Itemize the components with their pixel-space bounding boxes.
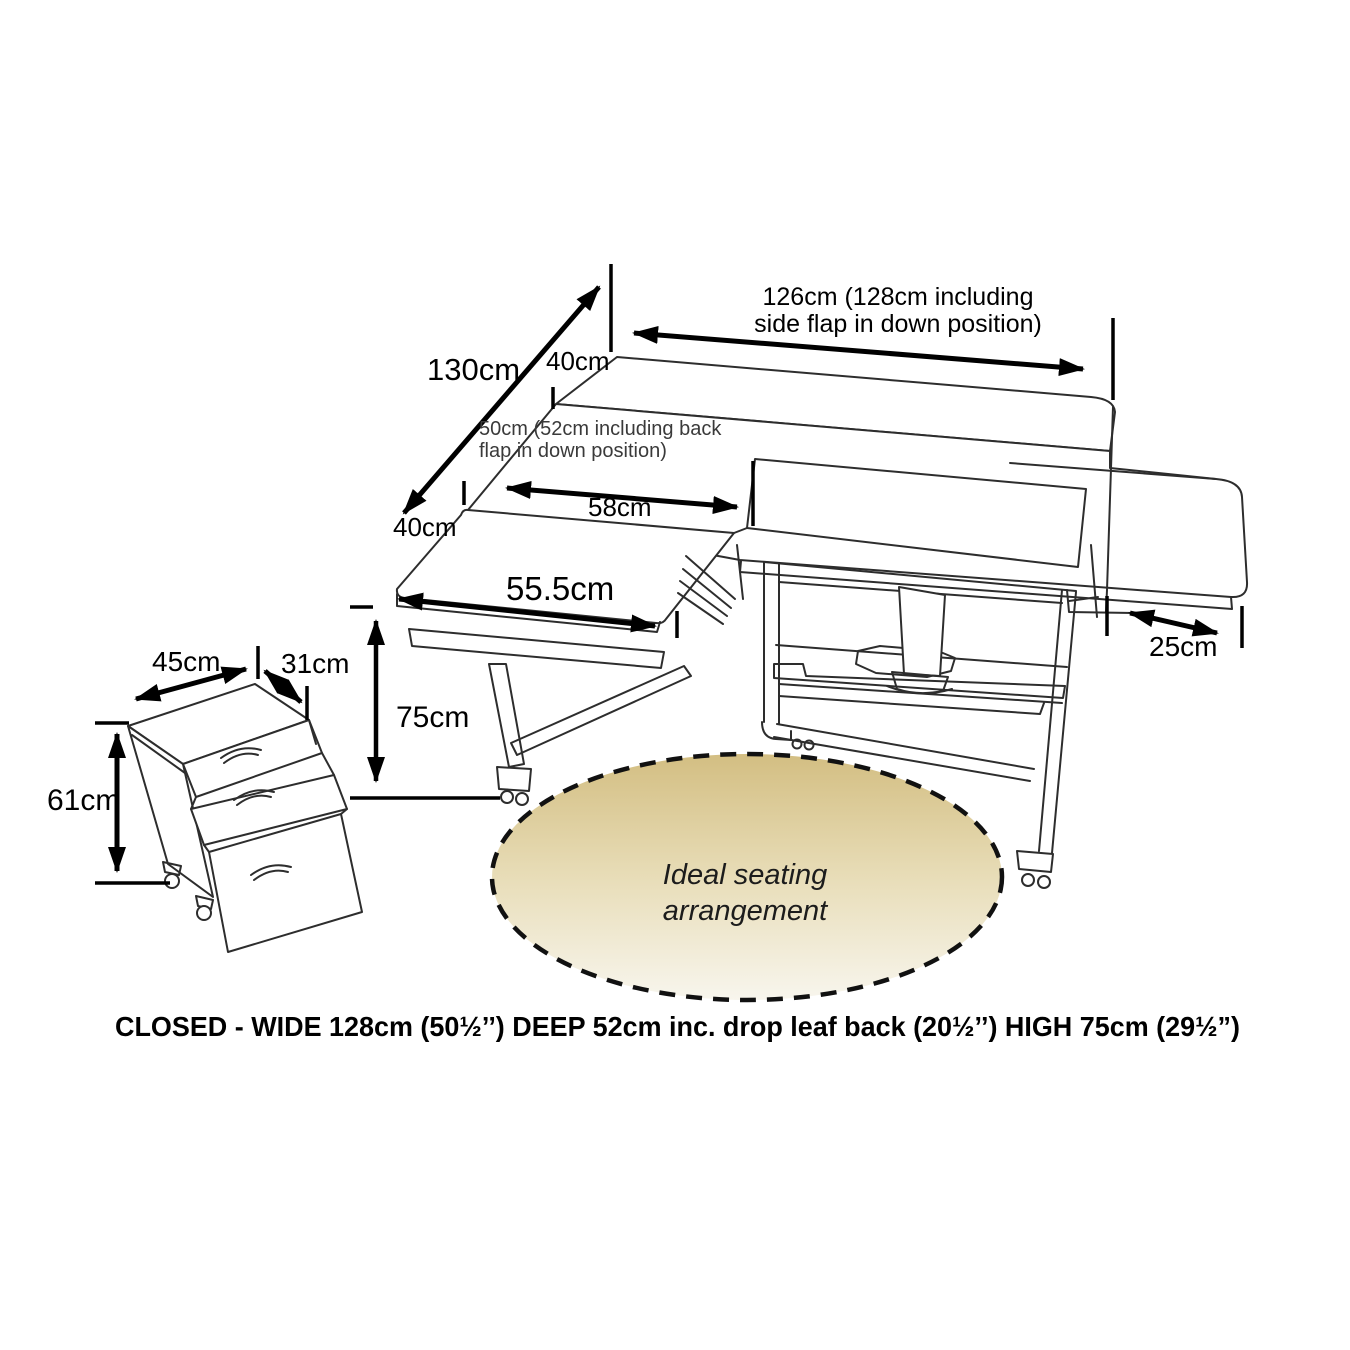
drawer-unit-caster-wheel — [197, 906, 211, 920]
label-50cm-note-line2: flap in down position) — [479, 440, 667, 462]
front-leg-caster-wheel — [501, 791, 513, 803]
drawer-unit-caster-wheel — [165, 874, 179, 888]
label-126cm-line1: 126cm (128cm including — [762, 283, 1034, 311]
frame-right-leg — [1017, 590, 1076, 872]
label-45cm: 45cm — [152, 646, 221, 677]
label-58cm: 58cm — [588, 492, 652, 522]
label-31cm: 31cm — [281, 648, 350, 679]
label-40cm-top: 40cm — [546, 346, 610, 376]
drawer-unit-drawing — [128, 684, 362, 952]
dim-line-25cm — [1130, 613, 1217, 633]
label-40cm-left: 40cm — [393, 512, 457, 542]
label-55-5cm: 55.5cm — [506, 570, 615, 607]
label-130cm: 130cm — [427, 352, 521, 387]
frame-right-caster-wheel — [1022, 874, 1034, 886]
label-50cm-note-line1: 50cm (52cm including back — [479, 418, 722, 440]
seating-label-line1: Ideal seating — [662, 859, 828, 891]
label-25cm: 25cm — [1149, 631, 1218, 662]
lift-column — [899, 587, 945, 676]
label-126cm-line2: side flap in down position) — [754, 310, 1042, 338]
front-leg-caster-wheel — [516, 793, 528, 805]
seating-label-line2: arrangement — [662, 895, 828, 927]
closed-dimensions-caption: CLOSED - WIDE 128cm (50½’’) DEEP 52cm inc. drop leaf back (20½’’) HIGH 75cm (29½”) — [115, 1011, 1240, 1042]
frame-left-leg — [762, 562, 791, 740]
frame-right-caster-wheel — [1038, 876, 1050, 888]
label-75cm: 75cm — [396, 701, 470, 734]
label-61cm: 61cm — [47, 784, 121, 817]
